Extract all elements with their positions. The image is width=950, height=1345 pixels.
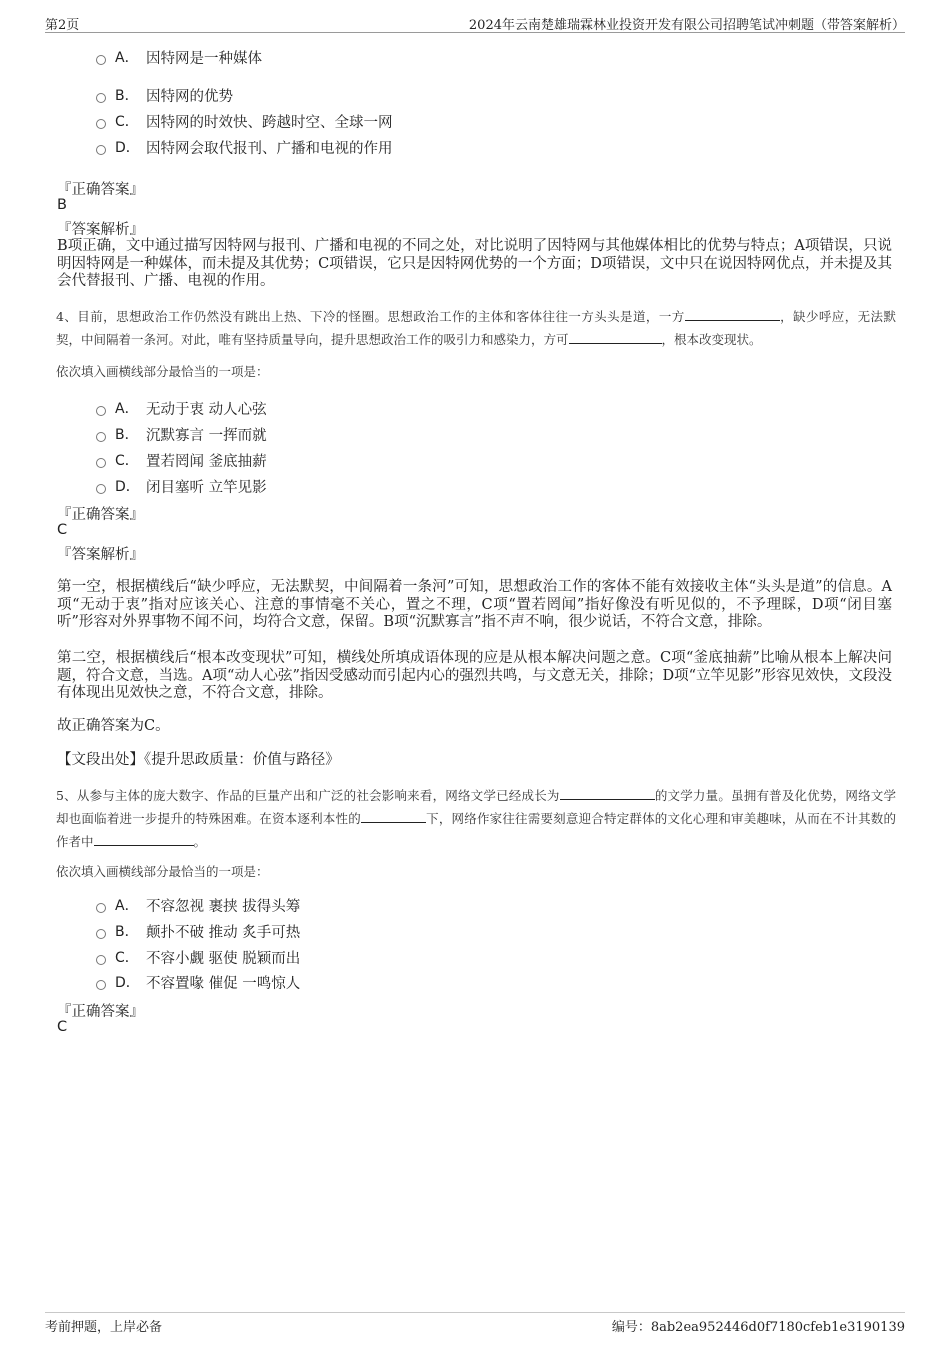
correct-answer: C <box>57 1019 68 1035</box>
radio-icon[interactable] <box>96 55 106 65</box>
radio-icon[interactable] <box>96 119 106 129</box>
correct-answer: C <box>57 522 68 538</box>
question-instruction: 依次填入画横线部分最恰当的一项是： <box>56 864 269 879</box>
fill-blank <box>361 809 426 823</box>
document-code: 编号：8ab2ea952446d0f7180cfeb1e3190139 <box>611 1320 905 1335</box>
analysis-conclusion: 故正确答案为C。 <box>57 718 170 734</box>
radio-icon[interactable] <box>96 145 106 155</box>
radio-icon[interactable] <box>96 955 106 965</box>
correct-answer-label: 『正确答案』 <box>57 182 144 198</box>
fill-blank <box>94 832 194 846</box>
analysis-paragraph-1: 第一空，根据横线后“缺少呼应，无法默契，中间隔着一条河”可知，思想政治工作的客体不能有效接收主体“头头是道”的信息。A项“无动于衷”指对应该关心、注意的事情毫不关心，置之不理，C项“置若罔闻”指好像没有听见似的，不予理睬，D项“闭目塞听”形容对外界事物不闻不问，均符合文意，保留。B项“沉默寡言”指不声不响，很少说话，不符合文意，排除。 <box>57 579 892 630</box>
radio-icon[interactable] <box>96 432 106 442</box>
radio-icon[interactable] <box>96 458 106 468</box>
radio-icon[interactable] <box>96 93 106 103</box>
analysis-paragraph-2: 第二空，根据横线后“根本改变现状”可知，横线处所填成语体现的应是从根本解决问题之意。C项“釜底抽薪”比喻从根本上解决问题，符合文意，当选。A项“动人心弦”指因受感动而引起内心的强烈共鸣，与文意无关，排除；D项“立竿见影”形容见效快，文段没有体现出见效快之意，不符合文意，排除。 <box>57 650 892 701</box>
question-4-text: 4、目前，思想政治工作仍然没有跳出上热、下冷的怪圈。思想政治工作的主体和客体往往一方头头是道，一方 ，缺少呼应，无法默契，中间隔着一条河。对此，唯有坚持质量导向，提升思想政治工作的吸引力和感染力，方可 ，根本改变现状。 <box>56 309 896 347</box>
correct-answer-label: 『正确答案』 <box>57 1004 144 1020</box>
radio-icon[interactable] <box>96 406 106 416</box>
page-header <box>45 10 905 33</box>
radio-icon[interactable] <box>96 903 106 913</box>
document-title: 2024年云南楚雄瑞霖林业投资开发有限公司招聘笔试冲刺题（带答案解析） <box>468 18 905 33</box>
analysis-text: B项正确，文中通过描写因特网与报刊、广播和电视的不同之处，对比说明了因特网与其他媒体相比的优势与特点；A项错误，只说明因特网是一种媒体，而未提及其优势；C项错误，它只是因特网优势的一个方面；D项错误，文中只在说因特网优点，并未提及其会代替报刊、广播、电视的作用。 <box>57 238 892 289</box>
source-citation: 【文段出处】《提升思政质量：价值与路径》 <box>57 752 340 768</box>
question-5-text: 5、从参与主体的庞大数字、作品的巨量产出和广泛的社会影响来看，网络文学已经成长为 的文学力量。虽拥有普及化优势，网络文学却也面临着进一步提升的特殊困难。在资本逐利本性的 下，网络作家往往需要刻意迎合特定群体的文化心理和审美趣味，从而在不计其数的作者中 。 <box>56 788 896 849</box>
question-instruction: 依次填入画横线部分最恰当的一项是： <box>56 364 269 379</box>
fill-blank <box>569 330 662 344</box>
page-number: 第2页 <box>45 18 80 33</box>
footer-slogan: 考前押题，上岸必备 <box>45 1320 163 1335</box>
analysis-label: 『答案解析』 <box>57 547 144 563</box>
radio-icon[interactable] <box>96 484 106 494</box>
page-footer <box>45 1312 905 1335</box>
fill-blank <box>685 307 780 321</box>
correct-answer-label: 『正确答案』 <box>57 507 144 523</box>
radio-icon[interactable] <box>96 929 106 939</box>
analysis-label: 『答案解析』 <box>57 222 144 238</box>
radio-icon[interactable] <box>96 980 106 990</box>
correct-answer: B <box>57 197 67 213</box>
fill-blank <box>560 786 655 800</box>
